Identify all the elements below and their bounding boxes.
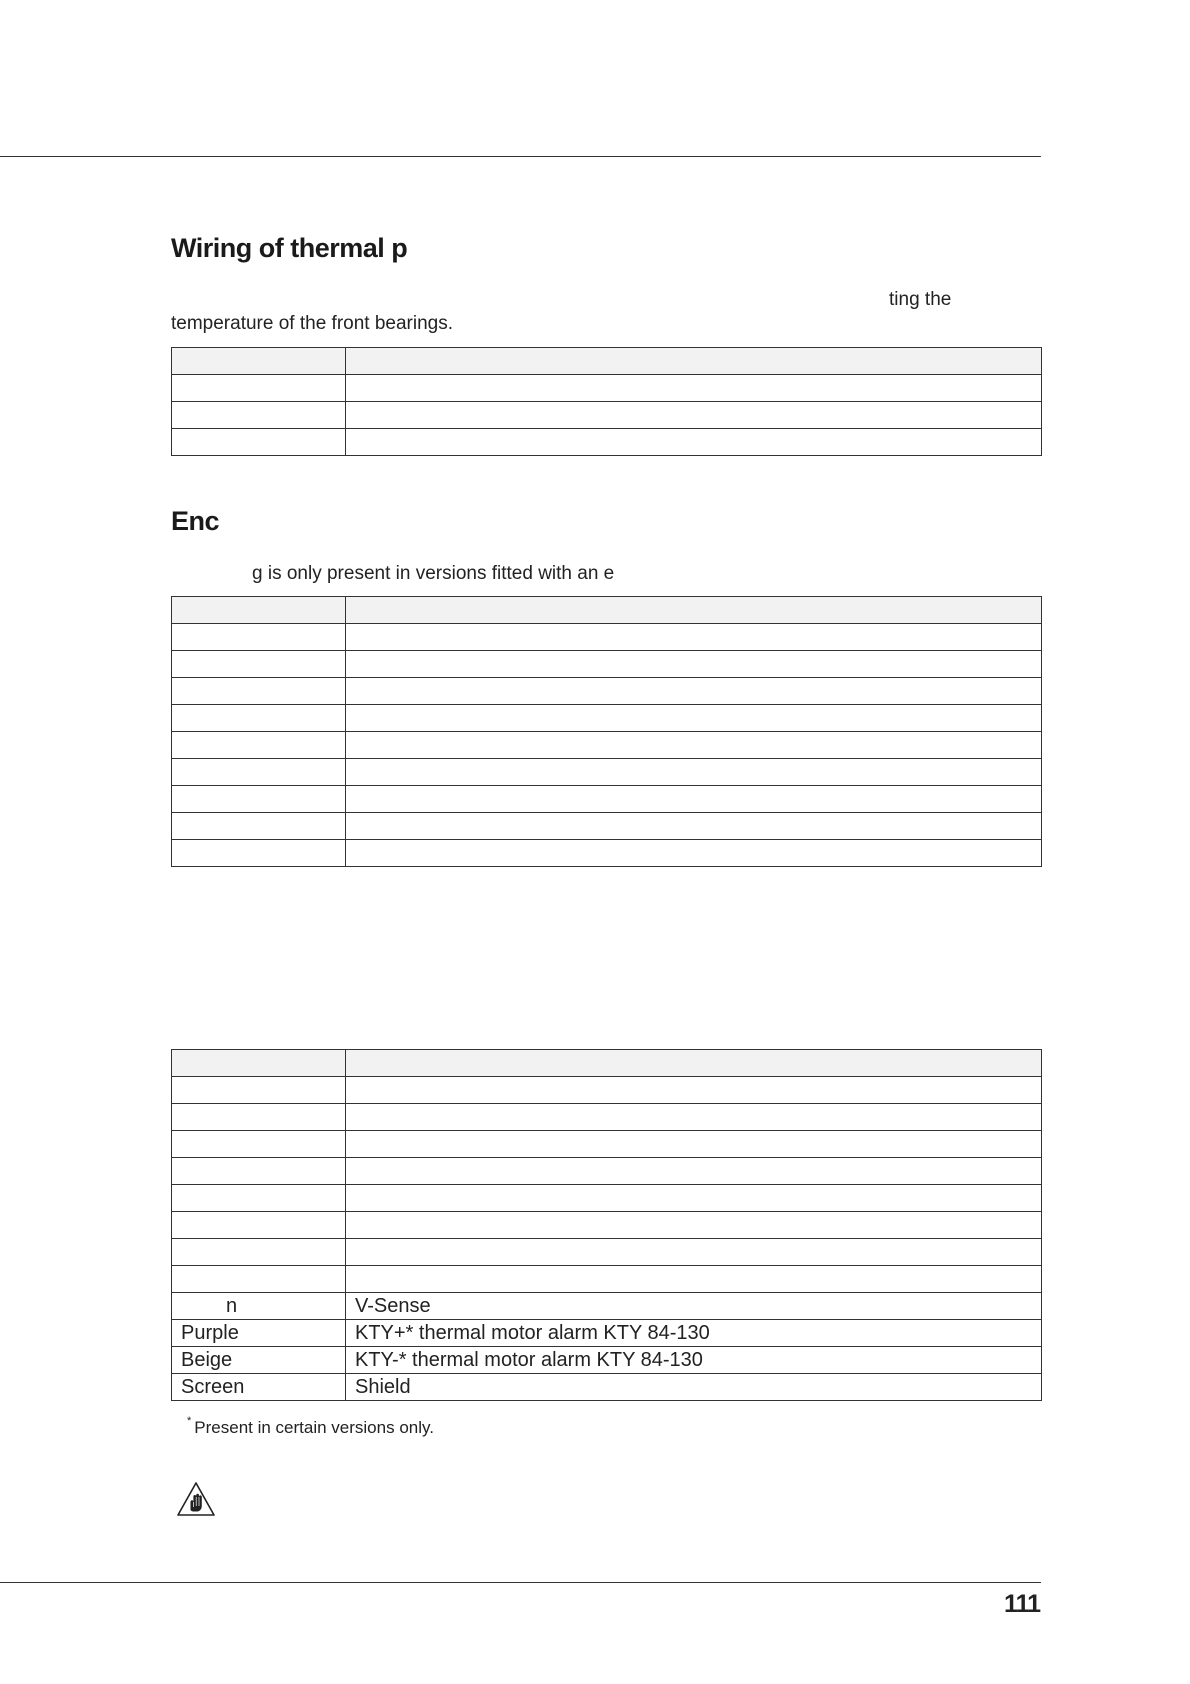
table-cell — [172, 1212, 346, 1239]
table-row — [172, 1239, 1042, 1266]
footer-rule — [0, 1582, 1041, 1583]
table-cell — [346, 1185, 1042, 1212]
table-cell — [172, 429, 346, 456]
table-cell — [172, 705, 346, 732]
table-cell — [172, 1077, 346, 1104]
table-cell — [172, 375, 346, 402]
table-cell — [346, 624, 1042, 651]
table-cell — [346, 786, 1042, 813]
table-cell — [172, 1158, 346, 1185]
table-cell: Screen — [172, 1374, 346, 1401]
table-row — [172, 402, 1042, 429]
table-cell — [346, 759, 1042, 786]
table-cell — [172, 1266, 346, 1293]
table-cell — [346, 1158, 1042, 1185]
table-row — [172, 1374, 1042, 1401]
table-cell — [346, 402, 1042, 429]
table-cell — [346, 1131, 1042, 1158]
table-header-row — [172, 1050, 1042, 1077]
table-cell: n — [172, 1293, 346, 1320]
table-cell — [172, 1239, 346, 1266]
table-row — [172, 1131, 1042, 1158]
table-cell — [172, 813, 346, 840]
footnote-mark: * — [187, 1415, 192, 1427]
table-cell: V-Sense — [346, 1293, 1042, 1320]
table-cell — [346, 375, 1042, 402]
section-intro-fragment: ting the — [889, 289, 952, 310]
table-row — [172, 1158, 1042, 1185]
table-cell — [172, 1104, 346, 1131]
table-cell — [346, 813, 1042, 840]
table-cell — [172, 624, 346, 651]
table-cell — [172, 651, 346, 678]
table-row — [172, 813, 1042, 840]
table-row — [172, 1212, 1042, 1239]
table-cell — [346, 597, 1042, 624]
table-header-row — [172, 348, 1042, 375]
table-cell: Shield — [346, 1374, 1042, 1401]
table-row — [172, 1347, 1042, 1374]
connector-wiring-table — [171, 1049, 1042, 1401]
table-row — [172, 1293, 1042, 1320]
table-row — [172, 651, 1042, 678]
table-cell — [346, 651, 1042, 678]
table-row — [172, 840, 1042, 867]
table-cell — [346, 1212, 1042, 1239]
table-row — [172, 1077, 1042, 1104]
table-row — [172, 786, 1042, 813]
table-row — [172, 375, 1042, 402]
encoder-wiring-table — [171, 596, 1042, 867]
table-cell — [172, 678, 346, 705]
footnote — [187, 1415, 434, 1438]
table-cell — [346, 840, 1042, 867]
table-row — [172, 705, 1042, 732]
table-cell — [346, 429, 1042, 456]
page-number: 111 — [1004, 1590, 1040, 1618]
table-cell — [346, 1239, 1042, 1266]
table-cell — [346, 705, 1042, 732]
header-rule — [0, 156, 1041, 157]
table-cell — [172, 759, 346, 786]
table-cell — [346, 678, 1042, 705]
table-cell — [172, 1050, 346, 1077]
table-row — [172, 624, 1042, 651]
table-cell — [172, 1131, 346, 1158]
table-cell — [346, 1077, 1042, 1104]
table-row — [172, 1185, 1042, 1212]
table-cell: KTY+* thermal motor alarm KTY 84-130 — [346, 1320, 1042, 1347]
table-cell — [172, 732, 346, 759]
table-cell — [346, 1104, 1042, 1131]
section-heading-encoder: Enc — [171, 506, 220, 536]
table-cell: Purple — [172, 1320, 346, 1347]
table-row — [172, 732, 1042, 759]
table-cell — [172, 348, 346, 375]
table-row — [172, 759, 1042, 786]
table-cell: Beige — [172, 1347, 346, 1374]
table-row — [172, 678, 1042, 705]
table-cell — [172, 597, 346, 624]
section-heading-thermal: Wiring of thermal p — [171, 233, 408, 263]
table-row — [172, 1266, 1042, 1293]
table-cell: KTY-* thermal motor alarm KTY 84-130 — [346, 1347, 1042, 1374]
section-intro-encoder: g is only present in versions fitted with an e — [252, 563, 615, 584]
table-cell — [346, 732, 1042, 759]
section-intro-line: temperature of the front bearings. — [171, 313, 453, 334]
thermal-wiring-table — [171, 347, 1042, 456]
warning-hand-icon — [176, 1481, 216, 1517]
table-row — [172, 429, 1042, 456]
table-cell — [346, 1050, 1042, 1077]
table-row — [172, 1320, 1042, 1347]
table-row — [172, 1104, 1042, 1131]
table-cell — [346, 1266, 1042, 1293]
table-header-row — [172, 597, 1042, 624]
table-cell — [172, 1185, 346, 1212]
table-cell — [346, 348, 1042, 375]
table-cell — [172, 840, 346, 867]
table-cell — [172, 786, 346, 813]
table-cell — [172, 402, 346, 429]
footnote-text: Present in certain versions only. — [194, 1418, 434, 1437]
